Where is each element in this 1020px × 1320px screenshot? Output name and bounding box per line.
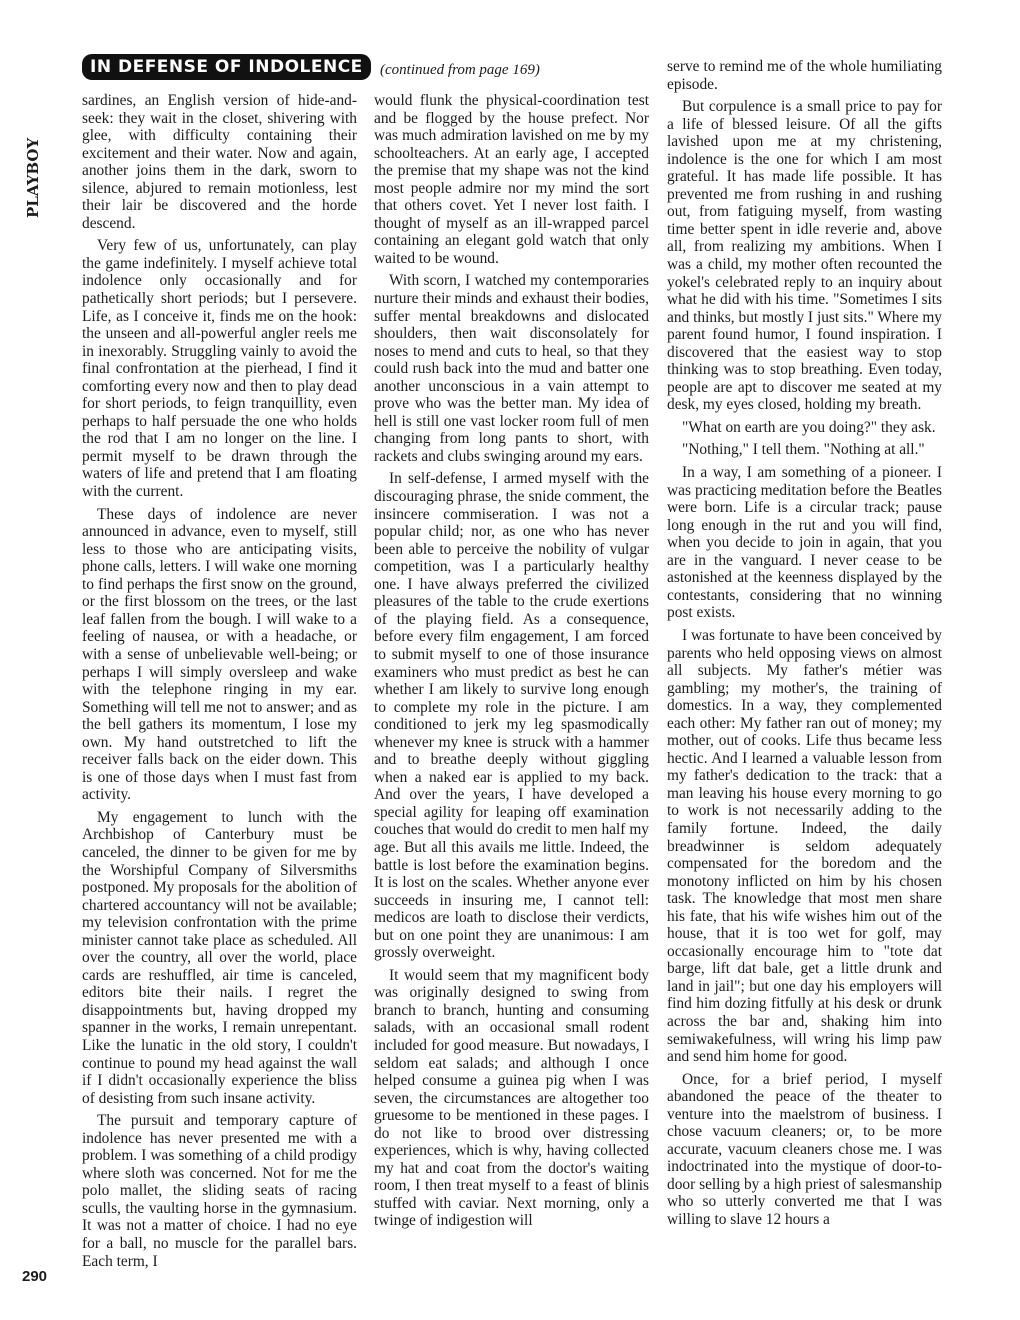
text-column-2 <box>374 92 649 1235</box>
paragraph: sardines, an English version of hide-and-seek: they wait in the closet, shivering with glee, with difficulty containing their excitement and their water. Now and again, another joins them in the dark, sworn to silence, abjured to remain motionless, lest their lair be discovered and the horde descend. <box>82 92 357 232</box>
magazine-masthead <box>24 50 64 240</box>
article-header <box>82 54 652 84</box>
paragraph: serve to remind me of the whole humiliating episode. <box>667 58 942 93</box>
paragraph: In self-defense, I armed myself with the discouraging phrase, the snide comment, the insincere commiseration. I was not a popular child; nor, as one who has never been able to perceive the nobility of vulgar competition, was I a particularly healthy one. I have always preferred the civilized pleasures of the table to the crude exertions of the playing field. As a consequence, before every film engagement, I am forced to submit myself to one of those insurance examiners who must predict as best he can whether I am likely to survive long enough to complete my role in the picture. I am conditioned to jerk my leg spasmodically whenever my knee is struck with a hammer and to breathe deeply without giggling when a naked ear is applied to my back. And over the years, I have developed a special agility for leaping off examination couches that would do credit to men half my age. But all this avails me little. Indeed, the battle is lost before the examination begins. It is lost on the scales. Whether anyone ever succeeds in insuring me, I cannot tell: medicos are loath to disclose their verdicts, but on one point they are unanimous: I am grossly overweight. <box>374 470 649 962</box>
paragraph: Very few of us, unfortunately, can play the game indefinitely. I myself achieve total indolence only occasionally and for pathetically short periods; but I persevere. Life, as I conceive it, finds me on the hook: the unseen and all-powerful angler reels me in inexorably. Struggling vainly to avoid the final confrontation at the pierhead, I find it comforting every now and then to play dead for short periods, to feign tranquillity, even perhaps to half persuade the one who holds the rod that I am no longer on the line. I permit myself to be drawn through the waters of life and pretend that I am floating with the current. <box>82 237 357 501</box>
paragraph: would flunk the physical-coordination test and be flogged by the house prefect. Nor was much admiration lavished on me by my schoolteachers. At an early age, I accepted the premise that my shape was not the kind most people admire nor my mind the sort that others covet. Yet I never lost faith. I thought of myself as an ill-wrapped parcel containing an elegant gold watch that only waited to be wound. <box>374 92 649 267</box>
paragraph: But corpulence is a small price to pay for a life of blessed leisure. Of all the gifts lavished upon me at my christening, indolence is the one for which I am most grateful. It has made life possible. It has prevented me from rushing in and rushing out, from fatiguing myself, from wasting time better spent in idle reverie and, above all, from realizing my ambitions. When I was a child, my mother often recounted the yokel's celebrated reply to an inquiry about what he did with his time. "Sometimes I sits and thinks, but mostly I just sits." Where my parent found humor, I found inspiration. I discovered that the easiest way to stop thinking was to stop breathing. Even today, people are apt to discover me seated at my desk, my eyes closed, holding my breath. <box>667 98 942 414</box>
magazine-name: PLAYBOY <box>24 137 42 218</box>
paragraph: The pursuit and temporary capture of indolence has never presented me with a problem. I was something of a child prodigy where sloth was concerned. Not for me the polo mallet, the sliding seats of racing sculls, the vaulting horse in the gymnasium. It was not a matter of choice. I had no eye for a ball, no muscle for the parallel bars. Each term, I <box>82 1112 357 1270</box>
continued-note: (continued from page 169) <box>380 62 540 78</box>
paragraph: It would seem that my magnificent body was originally designed to swing from branch to branch, hunting and consuming salads, with an occasional small rodent included for good measure. But nowadays, I seldom eat salads; and although I once helped consume a guinea pig when I was seven, the circumstances are altogether too gruesome to be mentioned in these pages. I do not like to brood over distressing experiences, which is why, having collected my hat and coat from the doctor's waiting room, I then treat myself to a feast of blinis stuffed with caviar. Next morning, only a twinge of indigestion will <box>374 966 649 1230</box>
paragraph: Once, for a brief period, I myself abandoned the peace of the theater to venture into the maelstrom of business. I chose vacuum cleaners; or, to be more accurate, vacuum cleaners chose me. I was indoctrinated into the mystique of door-to-door selling by a high priest of salesmanship who so utterly converted me that I was willing to slave 12 hours a <box>667 1070 942 1228</box>
paragraph: In a way, I am something of a pioneer. I was practicing meditation before the Beatles were born. Life is a circular track; pause long enough in the rut and you will find, when you decide to join in again, that you are in the vanguard. I never cease to be astonished at the keenness displayed by the contestants, considering that no winning post exists. <box>667 464 942 622</box>
paragraph: "What on earth are you doing?" they ask. <box>682 418 936 436</box>
paragraph: "Nothing," I tell them. "Nothing at all." <box>682 441 925 459</box>
paragraph: I was fortunate to have been conceived by parents who held opposing views on almost all subjects. My father's métier was gambling; my mother's, the training of domestics. In a way, they complemented each other: My father ran out of money; my mother, out of cooks. Life thus became less hectic. And I learned a valuable lesson from my father's dedication to the track: that a man leaving his house every morning to go to work is not necessarily adding to the family fortune. Indeed, the daily breadwinner is seldom adequately compensated for the boredom and the monotony inflicted on him by his chosen task. The knowledge that most men share his fate, that his wife wishes him out of the house, that it is too wet for golf, may occasionally encourage him to "tote dat barge, lift dat bale, get a little drunk and land in jail"; but one day his employers will find him dozing fitfully at his desk or drunk across the bar and, shaking him into semiwakefulness, will wring his limp paw and send him home for good. <box>667 626 942 1066</box>
paragraph: My engagement to lunch with the Archbishop of Canterbury must be canceled, the dinner to be given for me by the Worshipful Company of Silversmiths postponed. My proposals for the abolition of chartered accountancy will not be available; my television confrontation with the prime minister cannot take place as scheduled. All over the country, all over the world, place cards are reshuffled, air time is canceled, editors bite their nails. I regret the disappointments but, having dropped my spanner in the works, I remain unrepentant. Like the lunatic in the old story, I couldn't continue to pound my head against the wall if I didn't occasionally experience the bliss of desisting from such insane activity. <box>82 808 357 1107</box>
article-title: IN DEFENSE OF INDOLENCE <box>82 54 371 80</box>
text-column-3 <box>667 58 942 1234</box>
paragraph: These days of indolence are never announced in advance, even to myself, still less to those who are anticipating visits, phone calls, letters. I will wake one morning to find perhaps the first snow on the ground, or the first blossom on the trees, or the last leaf fallen from the bough. I will wake to a feeling of nausea, or with a headache, or with a sense of unbelievable well-being; or perhaps I will simply oversleep and wake with the telephone ringing in my ear. Something will tell me not to answer; and as the bell gathers its momentum, I lose my own. My hand outstretched to lift the receiver falls back on the eider down. This is one of those days when I must fast from activity. <box>82 505 357 804</box>
text-column-1 <box>82 92 357 1275</box>
page-number: 290 <box>22 1268 48 1285</box>
paragraph: With scorn, I watched my contemporaries nurture their minds and exhaust their bodies, suffer mental breakdowns and dislocated shoulders, then wait disconsolately for noses to mend and cuts to heal, so that they could rush back into the mud and batter one another unconscious in a vain attempt to prove who was the better man. My idea of hell is still one vast locker room full of men changing from long pants to short, with rackets and clubs swinging around my ears. <box>374 272 649 465</box>
